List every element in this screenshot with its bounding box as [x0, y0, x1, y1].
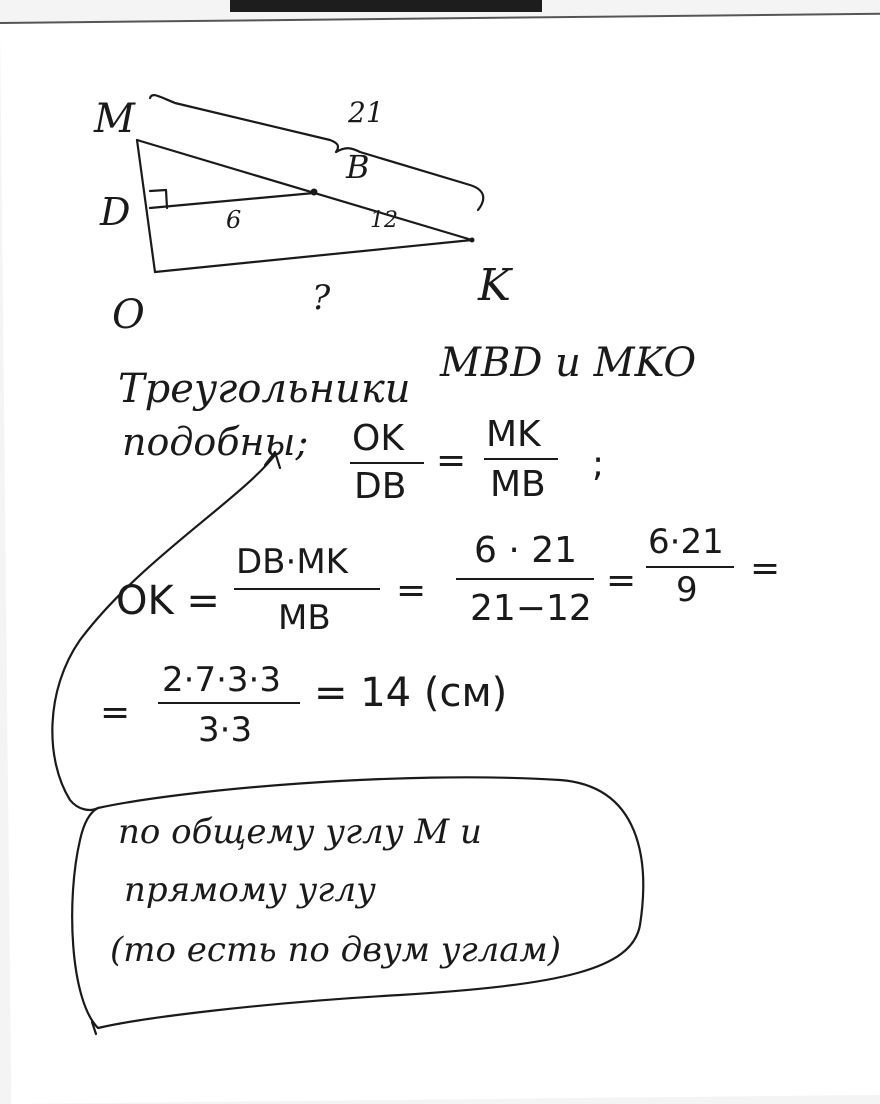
ratio-num2: MK	[486, 414, 541, 455]
result-bar	[158, 702, 300, 704]
point-K	[470, 238, 475, 243]
length-OK-unknown: ?	[312, 278, 331, 318]
calc-frac3-den: 9	[676, 570, 698, 610]
calc-eq1: =	[396, 570, 427, 611]
calc-frac2-bar	[456, 578, 594, 580]
label-B: B	[346, 148, 370, 186]
note-line1: по общему углу M и	[118, 812, 482, 852]
result-den: 3·3	[198, 710, 253, 750]
calc-lhs: OK =	[116, 578, 220, 624]
ratio-semicolon: ;	[592, 444, 605, 485]
calc-eq2: =	[606, 560, 637, 601]
ratio-num1: OK	[352, 418, 404, 459]
length-MK: 21	[348, 96, 384, 129]
side-OK	[155, 240, 472, 272]
calc-frac1-bar	[234, 588, 380, 590]
point-B	[311, 189, 318, 196]
label-K: K	[478, 260, 511, 311]
result-equals: =	[100, 692, 131, 733]
side-MO	[137, 140, 155, 272]
side-MK	[137, 140, 472, 240]
text-triangles: Треугольники	[118, 366, 411, 412]
ratio-bar1	[350, 462, 424, 464]
calc-frac1-den: MB	[278, 598, 331, 638]
right-angle-mark	[150, 190, 167, 208]
result-value: = 14 (см)	[314, 670, 508, 716]
calc-frac3-num: 6·21	[648, 522, 724, 562]
calc-eq3: =	[750, 548, 781, 589]
label-O: O	[112, 292, 145, 338]
calc-frac3-bar	[646, 566, 734, 568]
calc-frac1-num: DB·MK	[236, 542, 348, 582]
note-line2: прямому углу	[124, 870, 376, 910]
length-DB: 6	[226, 206, 242, 234]
ratio-den2: MB	[490, 464, 546, 505]
ratio-equals: =	[436, 440, 467, 481]
text-triangle-names: MBD и MKO	[440, 340, 697, 386]
ratio-bar2	[484, 458, 558, 460]
text-similar: подобны;	[122, 420, 309, 464]
result-num: 2·7·3·3	[162, 660, 281, 700]
calc-frac2-num: 6 · 21	[474, 530, 578, 571]
length-BK: 12	[370, 208, 398, 233]
label-D: D	[100, 190, 131, 234]
calc-frac2-den: 21−12	[470, 588, 592, 629]
note-line3: (то есть по двум углам)	[110, 930, 562, 970]
connector-arrow	[52, 455, 275, 810]
ratio-den1: DB	[354, 466, 407, 507]
label-M: M	[94, 96, 135, 142]
